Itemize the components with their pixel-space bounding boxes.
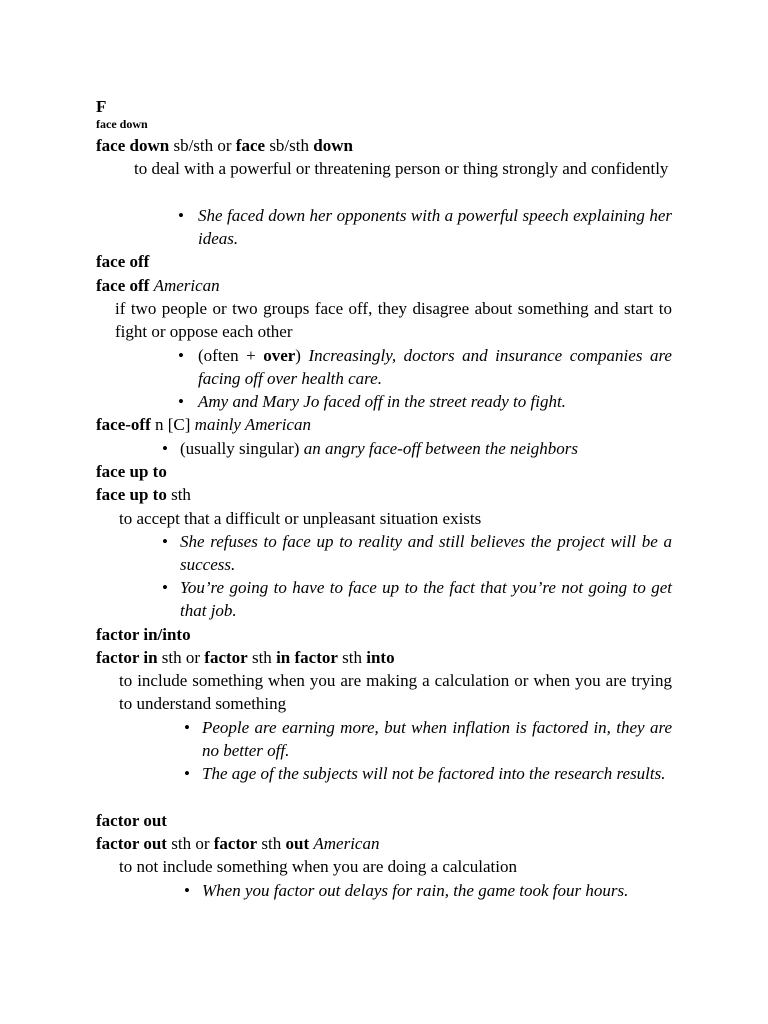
entry-headword-line: face down sb/sth or face sb/sth down [96,136,353,155]
entry-definition: if two people or two groups face off, they disagree about something and start to fight or oppose each other [115,299,672,342]
entry-headword-line: face up to sth [96,485,191,504]
entry-headword-line: factor out sth or factor sth out American [96,834,380,853]
entry-headword-line: face off American [96,276,220,295]
section-caption: face down [96,117,148,131]
bullet-icon: • [184,718,190,737]
entry-example: People are earning more, but when inflation is factored in, they are no better off. [202,718,672,761]
entry-example: The age of the subjects will not be factored into the research results. [202,764,666,783]
bullet-icon: • [162,532,168,551]
bullet-icon: • [184,881,190,900]
entry-definition: to accept that a difficult or unpleasant situation exists [119,509,482,528]
section-letter: F [96,97,107,116]
bullet-icon: • [184,764,190,783]
entry-headword-line: factor in sth or factor sth in factor sth into [96,648,395,667]
bullet-icon: • [162,578,168,597]
entry-headword-line: face-off n [C] mainly American [96,415,311,434]
bullet-icon: • [162,439,168,458]
entry-definition: to deal with a powerful or threatening person or thing strongly and confidently [134,159,669,178]
entry-example: (often + over) Increasingly, doctors and insurance companies are facing off over health care. [198,346,672,389]
entry-definition: to include something when you are making a calculation or when you are trying to understand something [119,671,672,714]
bullet-icon: • [178,346,184,365]
entry-heading: face off [96,252,150,271]
entry-example: Amy and Mary Jo faced off in the street ready to fight. [198,392,566,411]
entry-example: (usually singular) an angry face-off between the neighbors [180,439,579,458]
entry-example: You’re going to have to face up to the fact that you’re not going to get that job. [180,578,672,621]
entry-example: She refuses to face up to reality and still believes the project will be a success. [180,532,672,575]
entry-heading: factor out [96,811,167,830]
bullet-icon: • [178,206,184,225]
entry-example: She faced down her opponents with a powerful speech explaining her ideas. [198,206,672,249]
entry-heading: face up to [96,462,167,481]
entry-definition: to not include something when you are doing a calculation [119,857,517,876]
entry-example: When you factor out delays for rain, the game took four hours. [202,881,629,900]
entry-heading: factor in/into [96,625,191,644]
bullet-icon: • [178,392,184,411]
